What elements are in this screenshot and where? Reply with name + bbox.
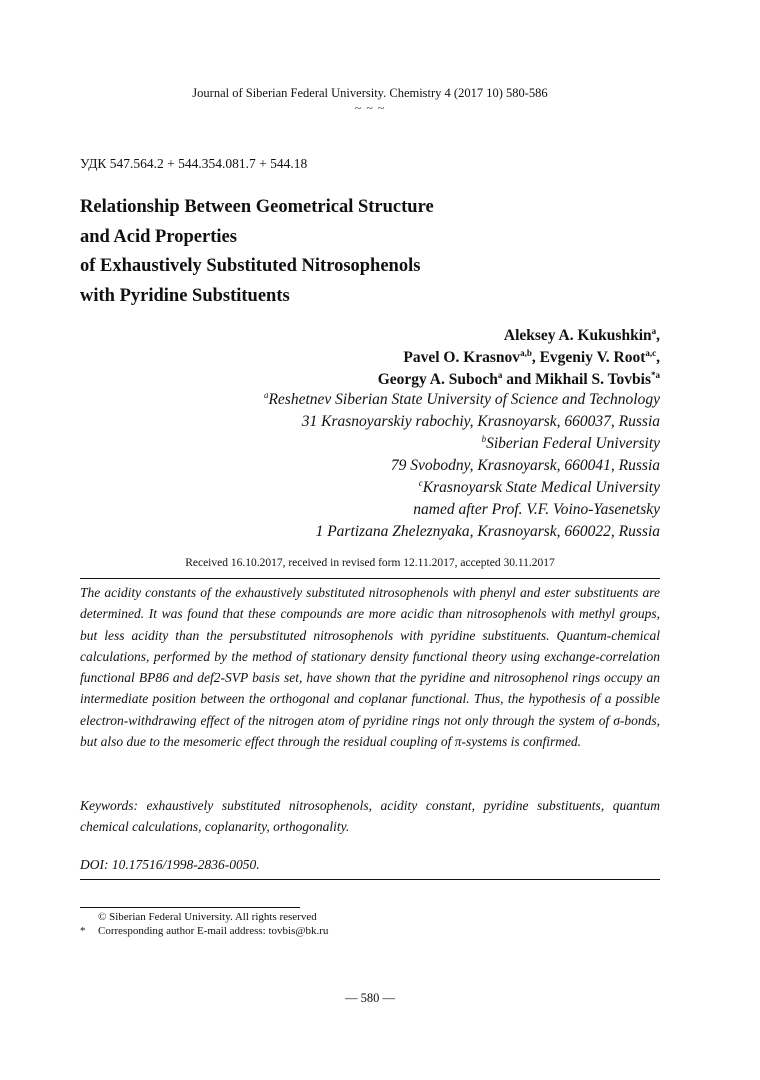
footnote-star: * xyxy=(80,925,86,937)
affiliation-name: Siberian Federal University xyxy=(486,435,660,452)
abstract-top-rule xyxy=(80,578,660,579)
title-line: with Pyridine Substituents xyxy=(80,285,290,306)
author-name: Evgeniy V. Root xyxy=(539,349,646,366)
abstract-text: The acidity constants of the exhaustively substituted nitrosophenols with phenyl and ester substituents are determined. It was found that these compounds are more acidic than nitrosophenols with methyl groups, but less acidity than the persubstituted nitrosophenols with pyridine substituents. Quantum-chemical calculations, performed by the method of stationary density functional theory using exchange-correlation functional BP86 and def2-SVP basis set, have shown that the pyridine and nitrosophenol rings occupy an intermediate position between the orthogonal and coplanar functional. Thus, the hypothesis of a possible electron-withdrawing effect of the nitrogen atom of pyridine rings not only through the system of σ-bonds, but also due to the mesomeric effect through the residual coupling of π-systems is confirmed. xyxy=(80,585,660,750)
title-line: of Exhaustively Substituted Nitrosophenols xyxy=(80,256,421,276)
affiliation-c xyxy=(264,477,660,499)
author-sup: a,b xyxy=(520,347,532,358)
author-line xyxy=(378,369,660,391)
affiliation-a xyxy=(264,389,660,411)
author-sep: , xyxy=(656,349,660,366)
affiliation-address: 1 Partizana Zheleznyaka, Krasnoyarsk, 660022, Russia xyxy=(315,523,660,540)
author-line xyxy=(378,325,660,347)
title-line: Relationship Between Geometrical Structure xyxy=(80,197,434,217)
udk-code: УДК 547.564.2 + 544.354.081.7 + 544.18 xyxy=(80,156,308,171)
affiliation-b xyxy=(264,433,660,455)
affiliation-name-continued: named after Prof. V.F. Voino-Yasenetsky xyxy=(413,501,660,518)
author-line xyxy=(378,347,660,369)
affiliation-address: 31 Krasnoyarskiy rabochiy, Krasnoyarsk, 660037, Russia xyxy=(301,413,660,430)
author-sup: a xyxy=(651,325,657,336)
author-sup: *a xyxy=(651,369,660,380)
copyright-footnote: © Siberian Federal University. All rights reserved xyxy=(98,911,317,923)
author-list xyxy=(378,325,660,391)
page-number: — 580 — xyxy=(345,991,395,1005)
doi: DOI: 10.17516/1998-2836-0050. xyxy=(80,857,260,872)
received-dates: Received 16.10.2017, received in revised form 12.11.2017, accepted 30.11.2017 xyxy=(185,557,555,569)
author-sep: , xyxy=(531,349,540,366)
affiliation-sup: a xyxy=(263,389,269,400)
author-name: Mikhail S. Tovbis xyxy=(535,371,651,388)
author-sup: a,c xyxy=(645,347,657,358)
journal-header: Journal of Siberian Federal University. Chemistry 4 (2017 10) 580-586 xyxy=(192,86,548,100)
affiliation-name: Reshetnev Siberian State University of Science and Technology xyxy=(268,391,660,408)
author-name: Pavel O. Krasnov xyxy=(403,349,521,366)
affiliation-sup: c xyxy=(418,477,423,488)
title-line: and Acid Properties xyxy=(80,226,237,247)
keywords-text: Keywords: exhaustively substituted nitrosophenols, acidity constant, pyridine substituents, quantum chemical calculations, coplanarity, orthogonality. xyxy=(80,798,660,835)
author-name: Georgy A. Suboch xyxy=(377,371,498,388)
affiliation-name: Krasnoyarsk State Medical University xyxy=(422,479,660,496)
abstract-bottom-rule xyxy=(80,879,660,880)
author-name: Aleksey A. Kukushkin xyxy=(503,327,652,344)
author-sup: a xyxy=(497,369,503,380)
affiliation-address: 79 Svobodny, Krasnoyarsk, 660041, Russia xyxy=(390,457,660,474)
affiliations xyxy=(264,389,660,543)
author-sep: and xyxy=(502,371,536,388)
author-sep: , xyxy=(656,327,660,344)
footnote-rule xyxy=(80,907,300,908)
header-divider: ~ ~ ~ xyxy=(354,101,386,115)
corresponding-author-footnote: Corresponding author E-mail address: tovbis@bk.ru xyxy=(98,925,329,937)
article-title xyxy=(80,193,680,311)
affiliation-sup: b xyxy=(481,433,487,444)
